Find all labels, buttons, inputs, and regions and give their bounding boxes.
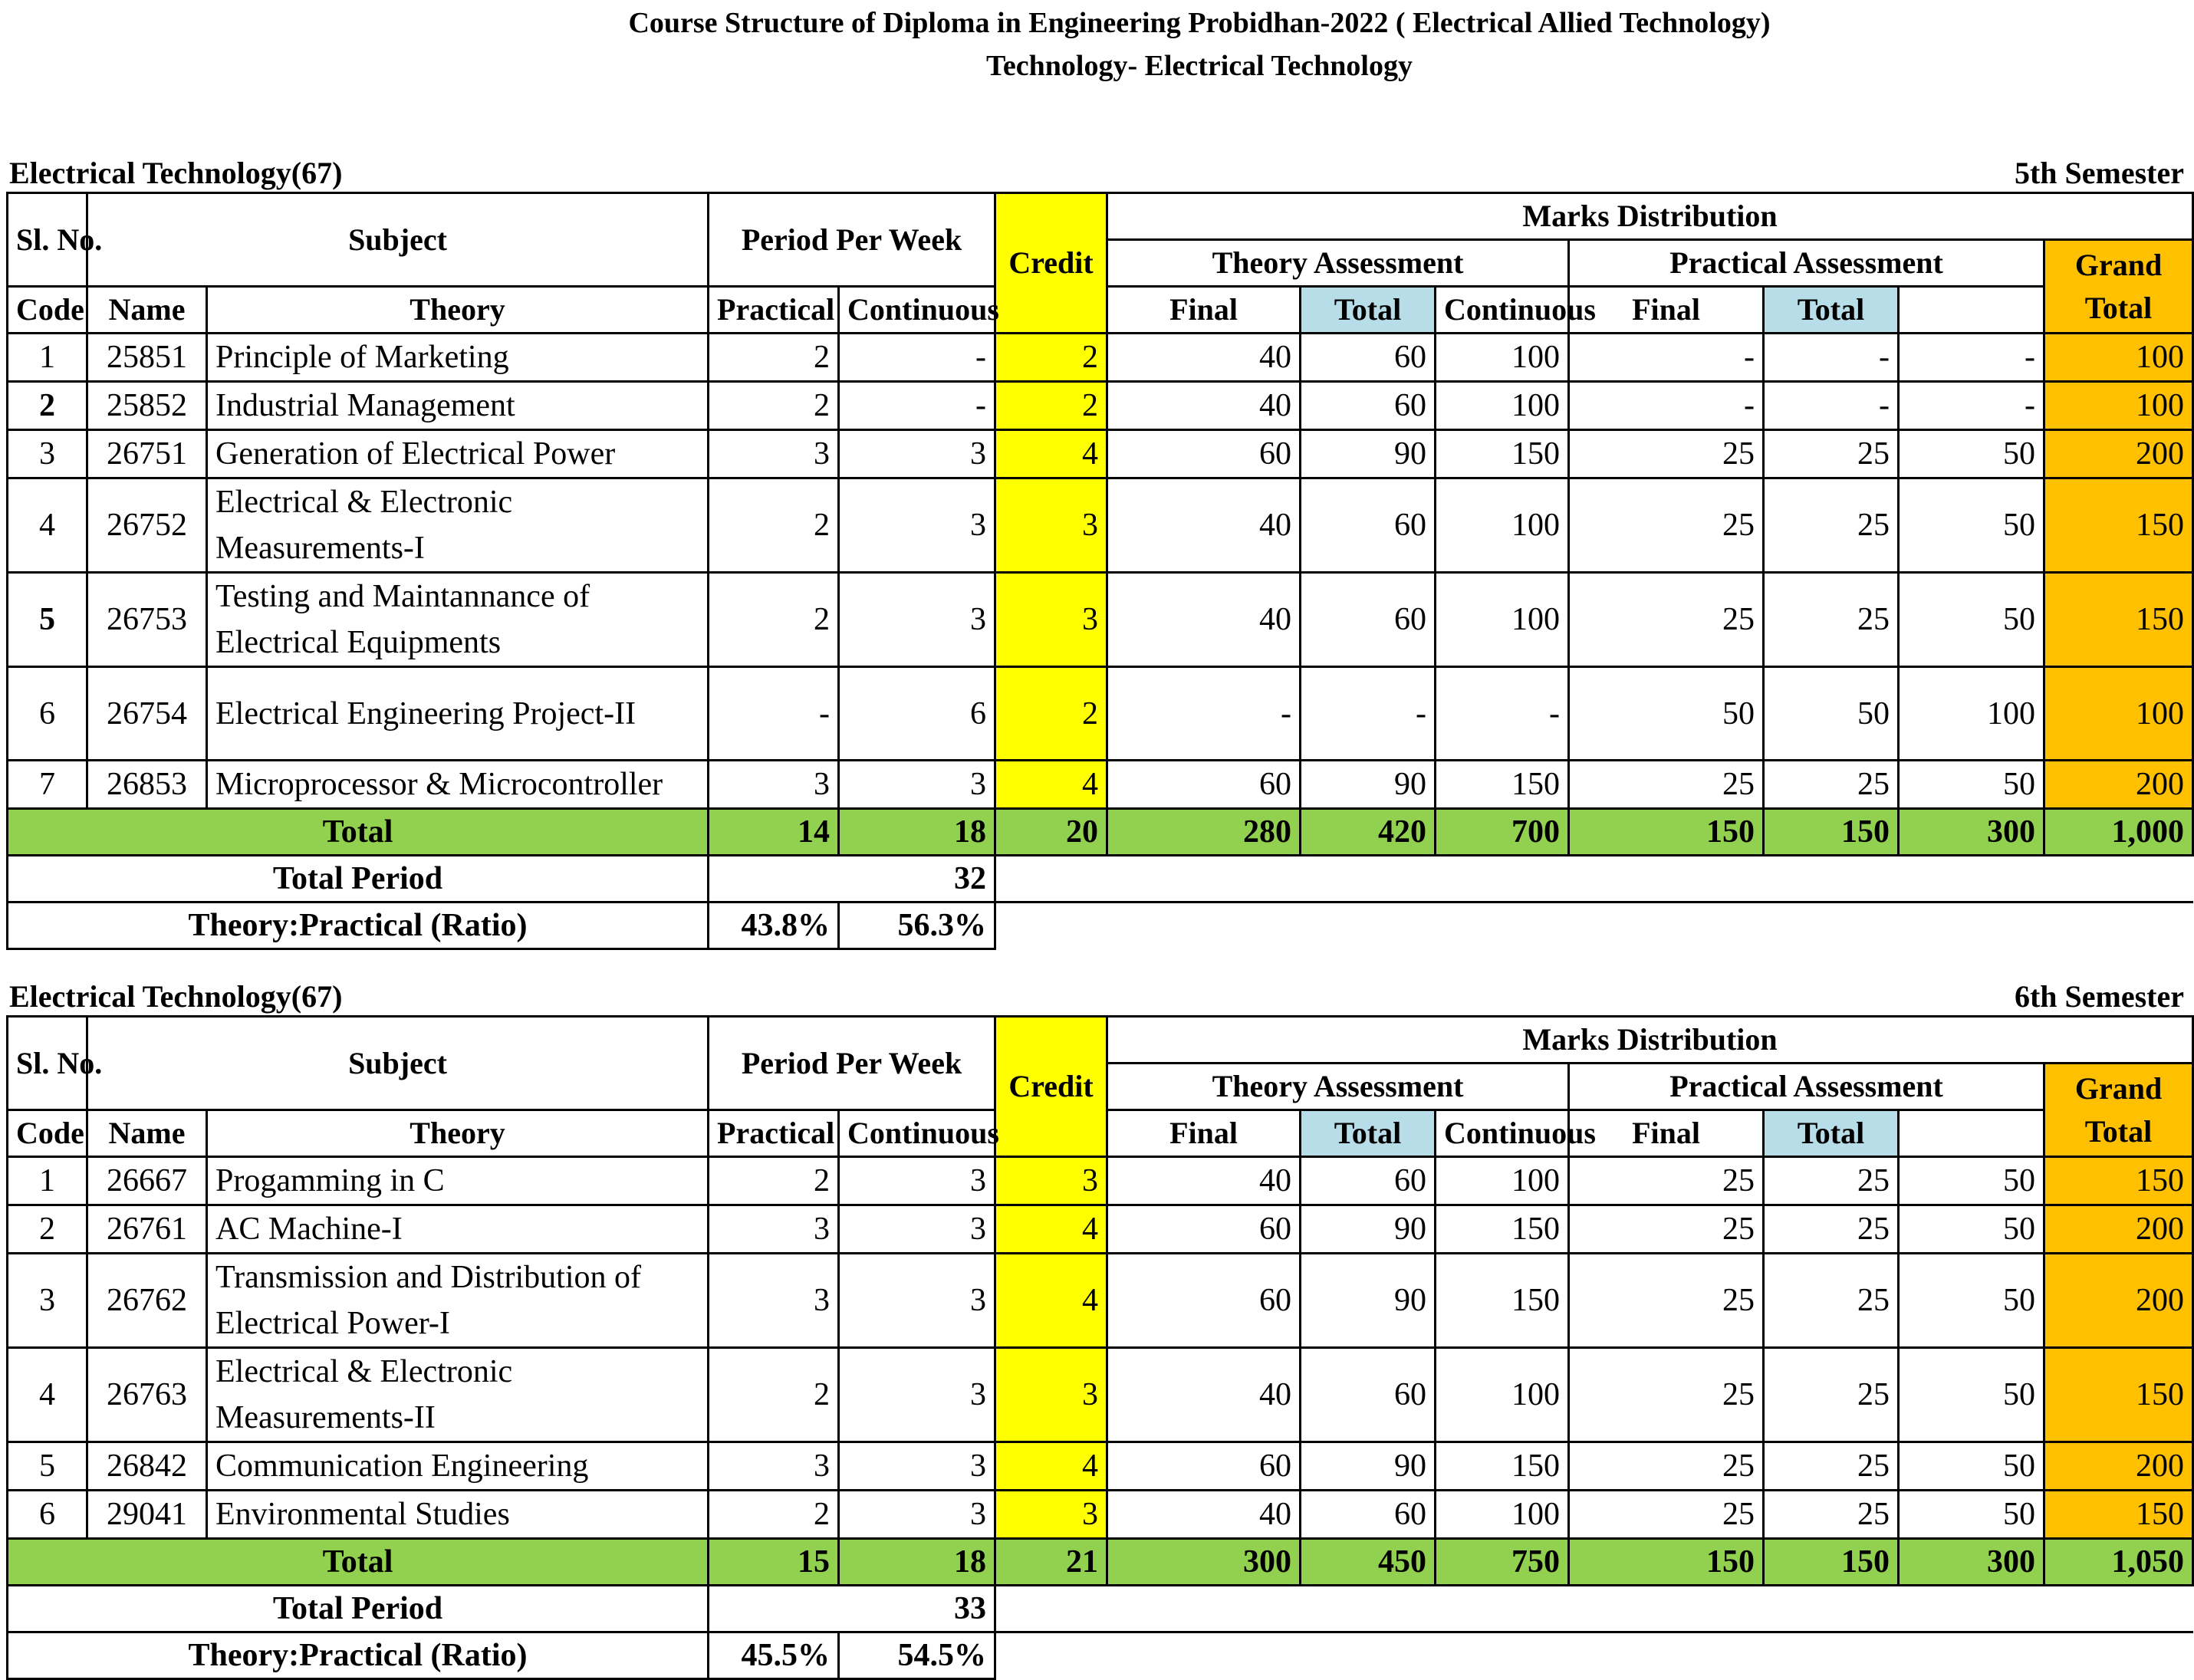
grand-total-cell: 200 xyxy=(2044,1254,2193,1348)
theory-period-cell: 2 xyxy=(709,334,839,382)
credit-cell: 3 xyxy=(995,1491,1107,1539)
theory-final-header: Final xyxy=(1107,287,1301,334)
grand-total-cell: 150 xyxy=(2044,478,2193,573)
total-period-value: 33 xyxy=(709,1586,995,1632)
table-row xyxy=(8,761,2193,809)
practical-total-header: Total xyxy=(1764,287,1899,334)
practical-period-cell: 3 xyxy=(839,1348,995,1442)
practical-final-cell: 25 xyxy=(1764,1442,1899,1491)
blank-area xyxy=(995,1632,2193,1679)
grand-total-cell: 200 xyxy=(2044,761,2193,809)
code-cell: 26751 xyxy=(87,430,207,478)
sl-no-cell: 1 xyxy=(8,1157,87,1205)
sl-no-header: Sl. No. xyxy=(8,1017,87,1110)
total-practical: 18 xyxy=(839,809,995,856)
theory-assessment-header: Theory Assessment xyxy=(1107,1064,1569,1110)
theory-continuous-cell: 60 xyxy=(1107,1205,1301,1254)
practical-total-cell: 50 xyxy=(1899,478,2044,573)
technology-label: Electrical Technology(67) xyxy=(9,979,343,1014)
semester-label: 5th Semester xyxy=(2014,156,2184,190)
practical-total-cell: 50 xyxy=(1899,761,2044,809)
theory-final-cell: 90 xyxy=(1301,1205,1436,1254)
theory-continuous-cell: 40 xyxy=(1107,334,1301,382)
theory-period-header: Theory xyxy=(207,1110,709,1157)
theory-continuous-cell: 60 xyxy=(1107,1254,1301,1348)
credit-cell: 4 xyxy=(995,761,1107,809)
total-grand-total: 1,050 xyxy=(2044,1539,2193,1586)
ratio-label: Theory:Practical (Ratio) xyxy=(8,1632,709,1679)
theory-total-header: Total xyxy=(1301,287,1436,334)
sl-no-cell: 6 xyxy=(8,1491,87,1539)
practical-continuous-cell: - xyxy=(1569,382,1764,430)
ratio-theory: 45.5% xyxy=(709,1632,839,1679)
practical-continuous-cell: 25 xyxy=(1569,1491,1764,1539)
practical-continuous-cell: - xyxy=(1569,334,1764,382)
credit-cell: 3 xyxy=(995,1348,1107,1442)
credit-cell: 4 xyxy=(995,1254,1107,1348)
total-theory-final: 450 xyxy=(1301,1539,1436,1586)
theory-final-cell: 60 xyxy=(1301,1491,1436,1539)
practical-final-cell: 25 xyxy=(1764,1157,1899,1205)
total-theory-continuous: 300 xyxy=(1107,1539,1301,1586)
total-grand-total: 1,000 xyxy=(2044,809,2193,856)
sl-no-cell: 2 xyxy=(8,382,87,430)
code-header: Code xyxy=(8,1110,87,1157)
subject-name-cell: Environmental Studies xyxy=(207,1491,709,1539)
theory-final-cell: 60 xyxy=(1301,1157,1436,1205)
code-cell: 26754 xyxy=(87,667,207,761)
practical-period-cell: 3 xyxy=(839,478,995,573)
practical-period-cell: 3 xyxy=(839,430,995,478)
credit-cell: 3 xyxy=(995,573,1107,667)
theory-continuous-cell: 60 xyxy=(1107,1442,1301,1491)
practical-period-cell: 3 xyxy=(839,1254,995,1348)
theory-continuous-cell: 40 xyxy=(1107,1491,1301,1539)
theory-final-cell: 60 xyxy=(1301,573,1436,667)
practical-continuous-cell: 25 xyxy=(1569,1254,1764,1348)
theory-final-cell: 60 xyxy=(1301,478,1436,573)
code-header: Code xyxy=(8,287,87,334)
code-cell: 25851 xyxy=(87,334,207,382)
total-period-row xyxy=(8,856,2193,902)
technology-label: Electrical Technology(67) xyxy=(9,156,343,190)
credit-cell: 4 xyxy=(995,430,1107,478)
practical-total-cell: 50 xyxy=(1899,1442,2044,1491)
subject-rows xyxy=(8,334,2193,809)
sl-no-cell: 1 xyxy=(8,334,87,382)
grand-total-cell: 150 xyxy=(2044,1491,2193,1539)
practical-final-cell: 25 xyxy=(1764,1491,1899,1539)
total-practical-final: 150 xyxy=(1764,809,1899,856)
theory-period-cell: 2 xyxy=(709,1157,839,1205)
practical-period-cell: 3 xyxy=(839,1157,995,1205)
total-credit: 21 xyxy=(995,1539,1107,1586)
subject-rows xyxy=(8,1157,2193,1539)
code-cell: 26667 xyxy=(87,1157,207,1205)
grand-total-header: Grand Total xyxy=(2044,1064,2193,1157)
marks-distribution-header: Marks Distribution xyxy=(1107,193,2193,240)
total-theory-total: 700 xyxy=(1436,809,1569,856)
theory-final-cell: 60 xyxy=(1301,1348,1436,1442)
semester-6-table xyxy=(6,1015,2194,1680)
total-practical-total: 300 xyxy=(1899,1539,2044,1586)
table-row xyxy=(8,430,2193,478)
sl-no-cell: 4 xyxy=(8,1348,87,1442)
total-row xyxy=(8,809,2193,856)
total-practical: 18 xyxy=(839,1539,995,1586)
sl-no-header: Sl. No. xyxy=(8,193,87,287)
total-practical-final: 150 xyxy=(1764,1539,1899,1586)
subject-name-cell: Electrical & Electronic Measurements-II xyxy=(207,1348,709,1442)
table-row xyxy=(8,667,2193,761)
table-row xyxy=(8,1348,2193,1442)
practical-total-cell: 50 xyxy=(1899,1348,2044,1442)
theory-continuous-header: Continuous xyxy=(839,287,995,334)
practical-period-cell: - xyxy=(839,334,995,382)
practical-total-cell: - xyxy=(1899,382,2044,430)
total-label: Total xyxy=(8,1539,709,1586)
table-row xyxy=(8,1254,2193,1348)
sl-no-cell: 2 xyxy=(8,1205,87,1254)
grand-total-cell: 100 xyxy=(2044,667,2193,761)
subject-name-cell: Electrical & Electronic Measurements-I xyxy=(207,478,709,573)
theory-final-header: Final xyxy=(1107,1110,1301,1157)
grand-total-cell: 200 xyxy=(2044,430,2193,478)
marks-distribution-header: Marks Distribution xyxy=(1107,1017,2193,1064)
practical-total-cell: - xyxy=(1899,334,2044,382)
theory-total-cell: 100 xyxy=(1436,478,1569,573)
practical-continuous-cell: 25 xyxy=(1569,1205,1764,1254)
period-per-week-header: Period Per Week xyxy=(709,1017,995,1110)
total-row xyxy=(8,1539,2193,1586)
summary-rows xyxy=(8,1539,2193,1679)
theory-continuous-cell: 60 xyxy=(1107,761,1301,809)
practical-final-cell: - xyxy=(1764,334,1899,382)
theory-continuous-cell: 60 xyxy=(1107,430,1301,478)
theory-total-cell: 150 xyxy=(1436,761,1569,809)
practical-final-cell: 25 xyxy=(1764,478,1899,573)
practical-period-cell: 3 xyxy=(839,1442,995,1491)
subject-name-cell: Transmission and Distribution of Electrical Power-I xyxy=(207,1254,709,1348)
theory-continuous-cell: 40 xyxy=(1107,1157,1301,1205)
practical-continuous-cell: 25 xyxy=(1569,478,1764,573)
practical-continuous-cell: 25 xyxy=(1569,1348,1764,1442)
grand-total-cell: 200 xyxy=(2044,1205,2193,1254)
practical-continuous-cell: 25 xyxy=(1569,761,1764,809)
credit-cell: 3 xyxy=(995,478,1107,573)
theory-period-cell: 3 xyxy=(709,1205,839,1254)
practical-final-cell: 25 xyxy=(1764,1348,1899,1442)
table-row xyxy=(8,1442,2193,1491)
subject-name-cell: Communication Engineering xyxy=(207,1442,709,1491)
practical-final-header: Final xyxy=(1569,1110,1764,1157)
practical-total-cell: 50 xyxy=(1899,1491,2044,1539)
theory-total-cell: 100 xyxy=(1436,1348,1569,1442)
theory-total-cell: 150 xyxy=(1436,1254,1569,1348)
code-cell: 26853 xyxy=(87,761,207,809)
practical-total-cell: 50 xyxy=(1899,1254,2044,1348)
theory-total-cell: 100 xyxy=(1436,382,1569,430)
theory-period-cell: 2 xyxy=(709,382,839,430)
code-cell: 26842 xyxy=(87,1442,207,1491)
name-header: Name xyxy=(87,1110,207,1157)
practical-period-cell: 3 xyxy=(839,761,995,809)
theory-total-cell: 100 xyxy=(1436,1157,1569,1205)
total-theory-total: 750 xyxy=(1436,1539,1569,1586)
ratio-theory: 43.8% xyxy=(709,902,839,949)
theory-final-cell: 60 xyxy=(1301,334,1436,382)
practical-total-cell: 50 xyxy=(1899,1205,2044,1254)
blank-area xyxy=(995,902,2193,949)
practical-final-cell: 25 xyxy=(1764,761,1899,809)
theory-assessment-header: Theory Assessment xyxy=(1107,240,1569,287)
subject-name-cell: Industrial Management xyxy=(207,382,709,430)
table-row xyxy=(8,478,2193,573)
credit-cell: 4 xyxy=(995,1442,1107,1491)
credit-cell: 2 xyxy=(995,382,1107,430)
code-cell: 26753 xyxy=(87,573,207,667)
practical-assessment-header: Practical Assessment xyxy=(1569,240,2044,287)
table-row xyxy=(8,1205,2193,1254)
credit-header: Credit xyxy=(995,193,1107,334)
ratio-row xyxy=(8,1632,2193,1679)
practical-period-cell: 3 xyxy=(839,573,995,667)
subject-name-cell: Electrical Engineering Project-II xyxy=(207,667,709,761)
practical-period-cell: 3 xyxy=(839,1205,995,1254)
theory-continuous-header: Continuous xyxy=(839,1110,995,1157)
semester-5-table xyxy=(6,192,2194,950)
practical-final-cell: 25 xyxy=(1764,1254,1899,1348)
grand-total-cell: 150 xyxy=(2044,1157,2193,1205)
sl-no-cell: 3 xyxy=(8,1254,87,1348)
practical-final-cell: 25 xyxy=(1764,1205,1899,1254)
sl-no-cell: 5 xyxy=(8,573,87,667)
semester-6-heading xyxy=(6,975,2192,1015)
practical-period-header: Practical xyxy=(709,1110,839,1157)
practical-final-cell: 50 xyxy=(1764,667,1899,761)
ratio-label: Theory:Practical (Ratio) xyxy=(8,902,709,949)
theory-continuous-cell: 40 xyxy=(1107,478,1301,573)
document-title xyxy=(0,2,2192,87)
theory-continuous-cell: 40 xyxy=(1107,382,1301,430)
practical-total-header: Total xyxy=(1764,1110,1899,1157)
subject-name-cell: Testing and Maintannance of Electrical Equipments xyxy=(207,573,709,667)
grand-total-cell: 150 xyxy=(2044,1348,2193,1442)
code-cell: 25852 xyxy=(87,382,207,430)
theory-final-cell: 90 xyxy=(1301,761,1436,809)
grand-total-cell: 100 xyxy=(2044,334,2193,382)
subject-name-cell: Principle of Marketing xyxy=(207,334,709,382)
theory-total-cell: 100 xyxy=(1436,334,1569,382)
theory-total-cell: 100 xyxy=(1436,573,1569,667)
summary-rows xyxy=(8,809,2193,949)
practical-continuous-cell: 25 xyxy=(1569,430,1764,478)
grand-total-cell: 200 xyxy=(2044,1442,2193,1491)
subject-name-cell: Microprocessor & Microcontroller xyxy=(207,761,709,809)
practical-period-cell: - xyxy=(839,382,995,430)
practical-total-cell: 50 xyxy=(1899,430,2044,478)
practical-continuous-cell: 50 xyxy=(1569,667,1764,761)
table-row xyxy=(8,1491,2193,1539)
total-practical-continuous: 150 xyxy=(1569,809,1764,856)
total-period-value: 32 xyxy=(709,856,995,902)
blank-area xyxy=(995,856,2193,902)
theory-period-cell: 2 xyxy=(709,1491,839,1539)
code-cell: 26763 xyxy=(87,1348,207,1442)
total-credit: 20 xyxy=(995,809,1107,856)
practical-final-cell: 25 xyxy=(1764,573,1899,667)
sl-no-cell: 6 xyxy=(8,667,87,761)
table-row xyxy=(8,382,2193,430)
total-period-label: Total Period xyxy=(8,1586,709,1632)
ratio-practical: 56.3% xyxy=(839,902,995,949)
subject-name-cell: AC Machine-I xyxy=(207,1205,709,1254)
total-theory-final: 420 xyxy=(1301,809,1436,856)
theory-final-cell: 90 xyxy=(1301,1442,1436,1491)
semester-label: 6th Semester xyxy=(2014,979,2184,1014)
credit-cell: 2 xyxy=(995,667,1107,761)
theory-total-header: Total xyxy=(1301,1110,1436,1157)
subject-header: Subject xyxy=(87,1017,709,1110)
code-cell: 29041 xyxy=(87,1491,207,1539)
subject-name-cell: Progamming in C xyxy=(207,1157,709,1205)
theory-final-cell: 60 xyxy=(1301,382,1436,430)
total-label: Total xyxy=(8,809,709,856)
code-cell: 26761 xyxy=(87,1205,207,1254)
total-theory-continuous: 280 xyxy=(1107,809,1301,856)
ratio-practical: 54.5% xyxy=(839,1632,995,1679)
theory-final-cell: 90 xyxy=(1301,430,1436,478)
credit-header: Credit xyxy=(995,1017,1107,1157)
practical-final-header: Final xyxy=(1569,287,1764,334)
practical-total-cell: 100 xyxy=(1899,667,2044,761)
theory-total-cell: 150 xyxy=(1436,1442,1569,1491)
practical-continuous-cell: 25 xyxy=(1569,1157,1764,1205)
theory-period-cell: 2 xyxy=(709,478,839,573)
table-row xyxy=(8,1157,2193,1205)
theory-period-cell: 3 xyxy=(709,430,839,478)
theory-period-cell: 3 xyxy=(709,761,839,809)
subject-name-cell: Generation of Electrical Power xyxy=(207,430,709,478)
total-theory: 15 xyxy=(709,1539,839,1586)
title-line-2: Technology- Electrical Technology xyxy=(986,50,1413,82)
practical-assessment-header: Practical Assessment xyxy=(1569,1064,2044,1110)
credit-cell: 3 xyxy=(995,1157,1107,1205)
grand-total-cell: 150 xyxy=(2044,573,2193,667)
theory-total-cell: - xyxy=(1436,667,1569,761)
practical-period-header: Practical xyxy=(709,287,839,334)
theory-period-header: Theory xyxy=(207,287,709,334)
sl-no-cell: 3 xyxy=(8,430,87,478)
practical-continuous-cell: 25 xyxy=(1569,573,1764,667)
practical-final-cell: - xyxy=(1764,382,1899,430)
theory-total-cell: 100 xyxy=(1436,1491,1569,1539)
theory-continuous-cell: 40 xyxy=(1107,1348,1301,1442)
total-theory: 14 xyxy=(709,809,839,856)
grand-total-header: Grand Total xyxy=(2044,240,2193,334)
table-row xyxy=(8,334,2193,382)
sl-no-cell: 5 xyxy=(8,1442,87,1491)
grand-total-cell: 100 xyxy=(2044,382,2193,430)
code-cell: 26752 xyxy=(87,478,207,573)
theory-period-cell: 2 xyxy=(709,1348,839,1442)
practical-total-cell: 50 xyxy=(1899,1157,2044,1205)
sl-no-cell: 7 xyxy=(8,761,87,809)
title-line-1: Course Structure of Diploma in Engineering Probidhan-2022 ( Electrical Allied Technology) xyxy=(628,7,1771,39)
semester-5-block xyxy=(6,152,2192,950)
sl-no-cell: 4 xyxy=(8,478,87,573)
practical-total-cell: 50 xyxy=(1899,573,2044,667)
theory-continuous-cell: 40 xyxy=(1107,573,1301,667)
credit-cell: 2 xyxy=(995,334,1107,382)
theory-continuous-cell: - xyxy=(1107,667,1301,761)
practical-final-cell: 25 xyxy=(1764,430,1899,478)
table-row xyxy=(8,573,2193,667)
practical-continuous-header: Continuous xyxy=(1436,1110,1569,1157)
credit-cell: 4 xyxy=(995,1205,1107,1254)
theory-final-cell: 90 xyxy=(1301,1254,1436,1348)
total-practical-continuous: 150 xyxy=(1569,1539,1764,1586)
theory-total-cell: 150 xyxy=(1436,430,1569,478)
blank-area xyxy=(995,1586,2193,1632)
theory-final-cell: - xyxy=(1301,667,1436,761)
subject-header: Subject xyxy=(87,193,709,287)
total-practical-total: 300 xyxy=(1899,809,2044,856)
code-cell: 26762 xyxy=(87,1254,207,1348)
practical-continuous-header: Continuous xyxy=(1436,287,1569,334)
semester-5-heading xyxy=(6,152,2192,192)
theory-total-cell: 150 xyxy=(1436,1205,1569,1254)
theory-period-cell: 3 xyxy=(709,1442,839,1491)
semester-6-block xyxy=(6,975,2192,1680)
ratio-row xyxy=(8,902,2193,949)
total-period-label: Total Period xyxy=(8,856,709,902)
practical-period-cell: 6 xyxy=(839,667,995,761)
theory-period-cell: - xyxy=(709,667,839,761)
name-header: Name xyxy=(87,287,207,334)
theory-period-cell: 2 xyxy=(709,573,839,667)
practical-period-cell: 3 xyxy=(839,1491,995,1539)
total-period-row xyxy=(8,1586,2193,1632)
period-per-week-header: Period Per Week xyxy=(709,193,995,287)
theory-period-cell: 3 xyxy=(709,1254,839,1348)
practical-continuous-cell: 25 xyxy=(1569,1442,1764,1491)
